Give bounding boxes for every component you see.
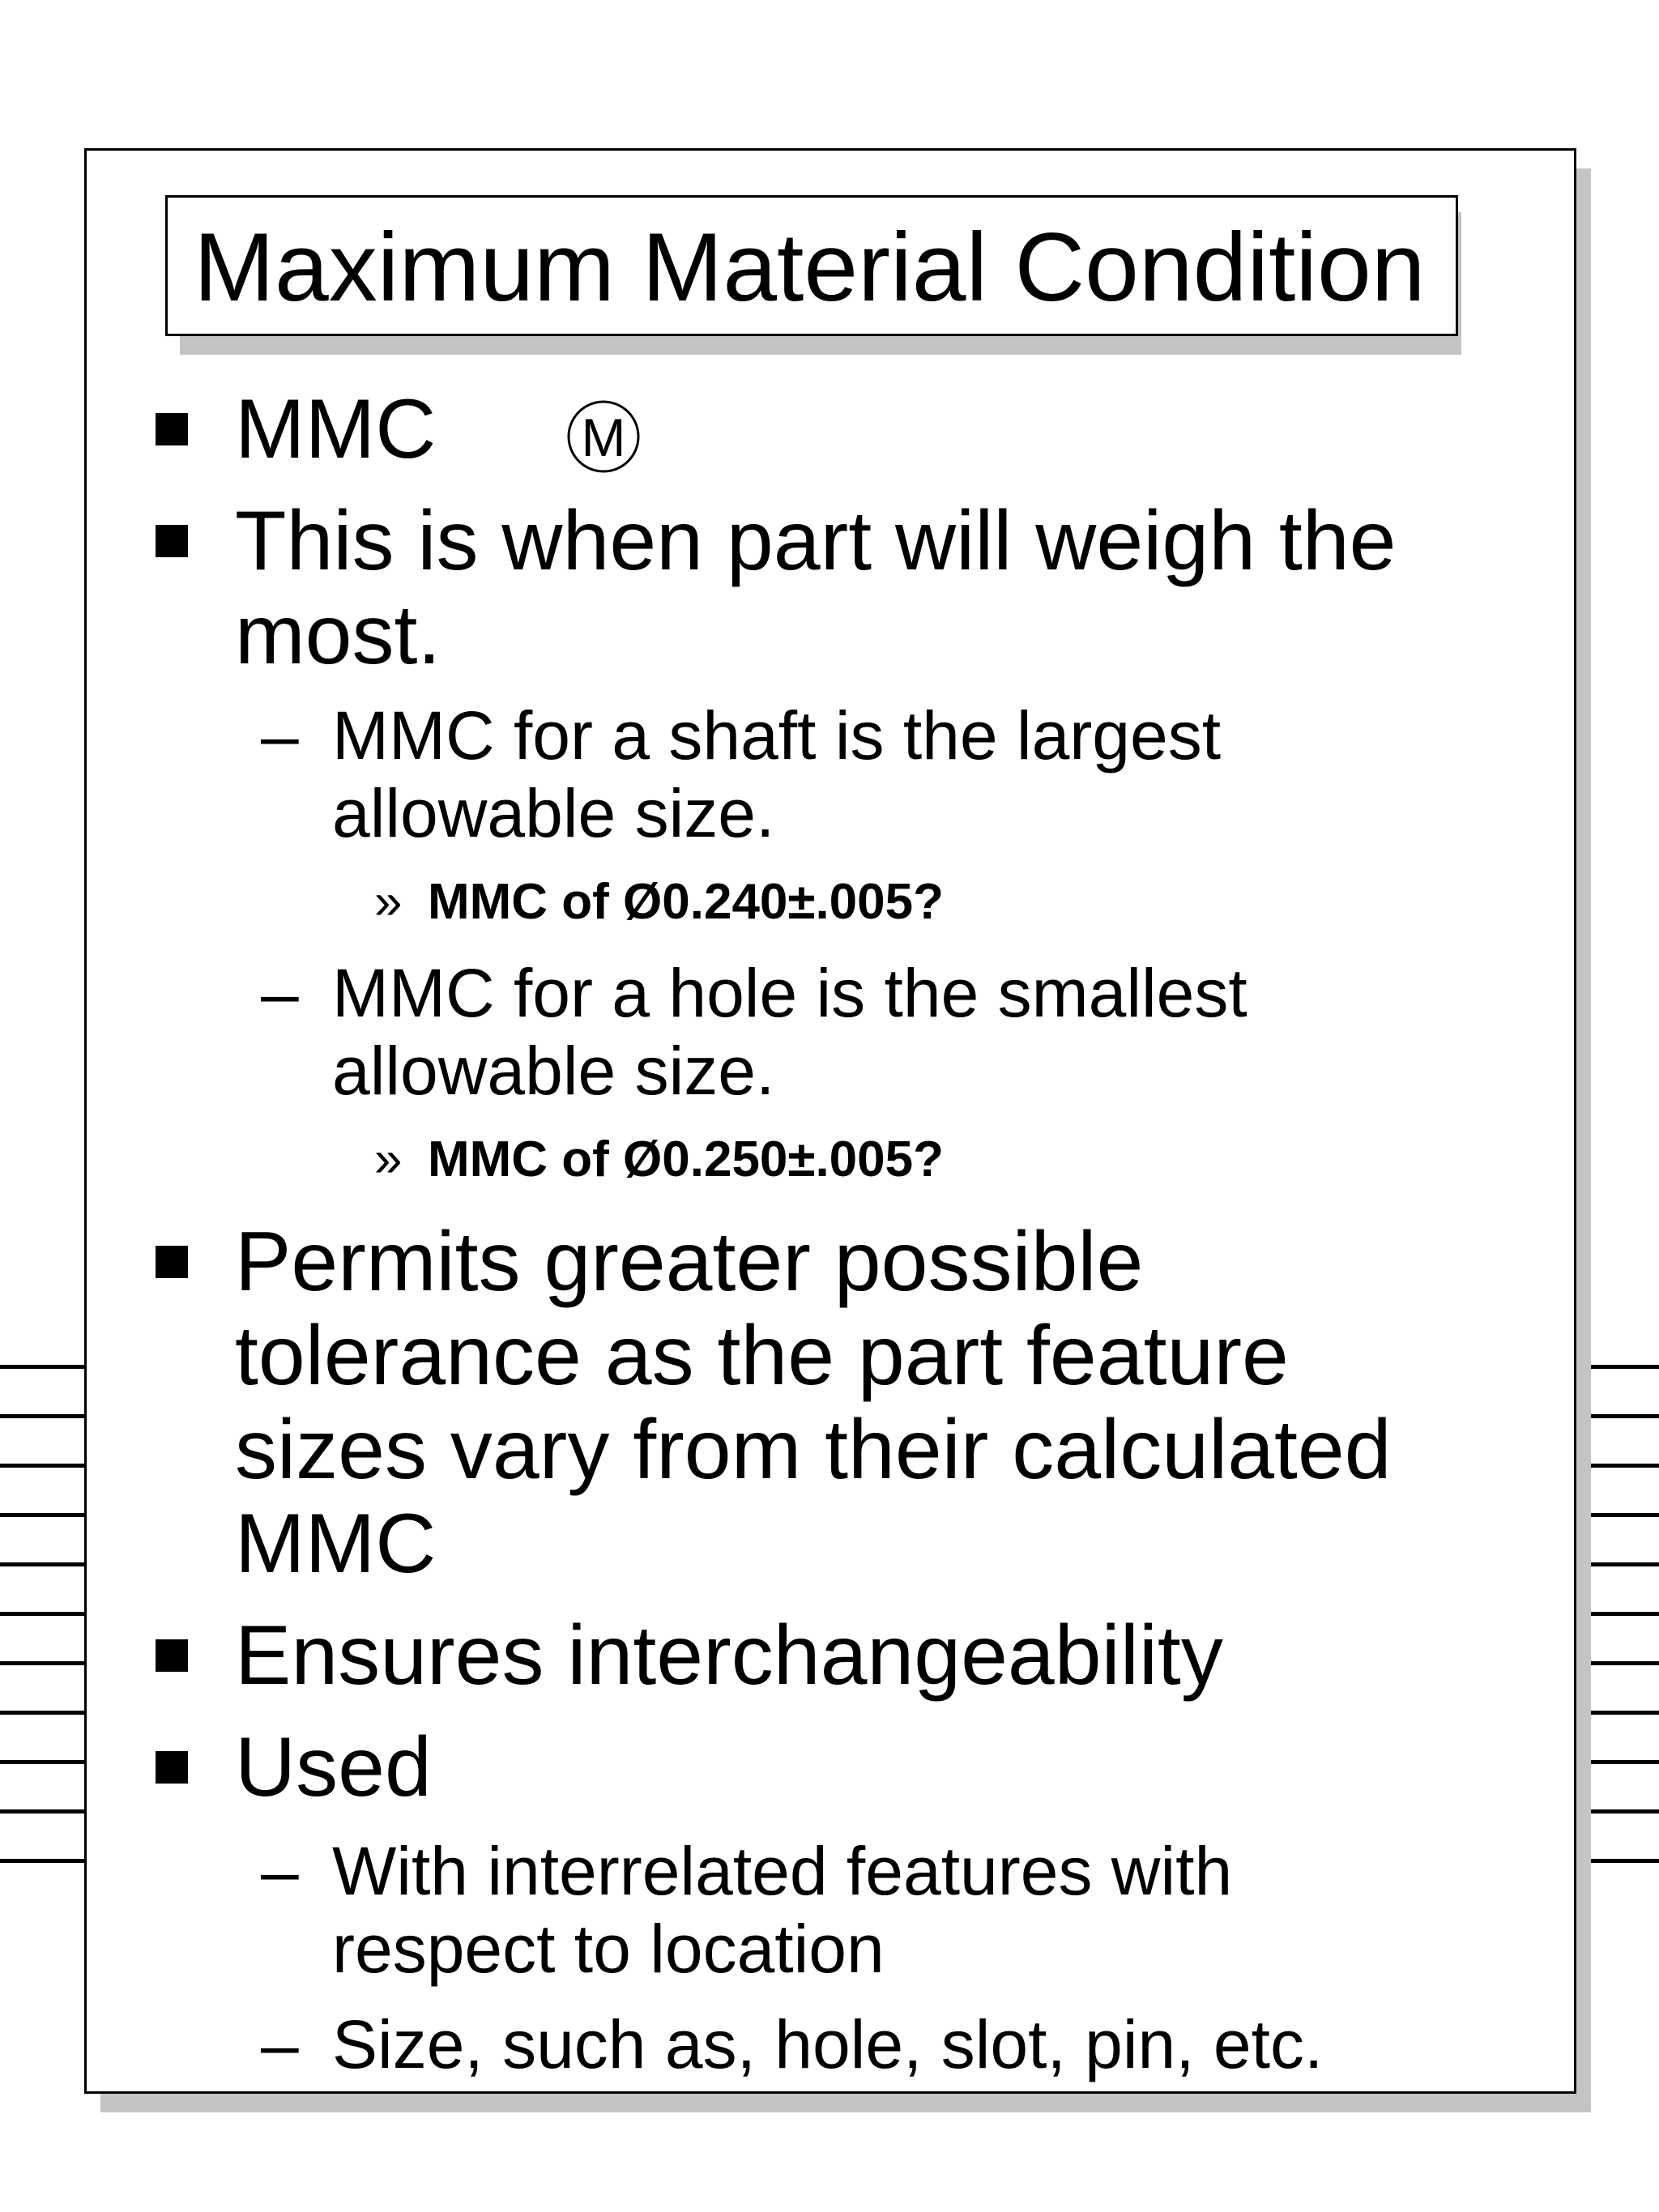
bullet-text: MMC xyxy=(235,1497,437,1591)
left-line xyxy=(0,1464,89,1468)
bullet-text: MMC xyxy=(235,382,437,476)
left-line xyxy=(0,1711,89,1715)
raquo-marker: » xyxy=(374,874,403,930)
left-line xyxy=(0,1562,89,1566)
left-line xyxy=(0,1661,89,1665)
bullet-marker xyxy=(156,525,188,557)
left-line xyxy=(0,1513,89,1517)
sub-bullet-text: Size, such as, hole, slot, pin, etc. xyxy=(332,2006,1324,2082)
bullet-marker xyxy=(156,1246,188,1278)
mmc-symbol-letter: M xyxy=(581,407,626,467)
dash-marker: – xyxy=(261,955,299,1031)
dash-marker: – xyxy=(261,1833,299,1909)
bullet-text: Permits greater possible xyxy=(235,1215,1144,1309)
left-line xyxy=(0,1414,89,1418)
left-decorative-lines xyxy=(0,1365,89,1883)
bullet-text: This is when part will weigh the xyxy=(235,494,1397,588)
dash-marker: – xyxy=(261,697,299,774)
page-title: Maximum Material Condition xyxy=(194,213,1426,322)
sub-bullet-text: MMC for a hole is the smallest xyxy=(332,955,1247,1031)
bullet-marker xyxy=(156,1639,188,1672)
left-line xyxy=(0,1612,89,1616)
left-line xyxy=(0,1760,89,1764)
bullet-text: tolerance as the part feature xyxy=(235,1309,1289,1403)
left-line xyxy=(0,1365,89,1369)
title-box xyxy=(165,195,1458,336)
sub-bullet-text: allowable size. xyxy=(332,775,775,851)
dash-marker: – xyxy=(261,2006,299,2082)
bullet-marker xyxy=(156,413,188,445)
left-line xyxy=(0,1809,89,1813)
bullet-text: sizes vary from their calculated xyxy=(235,1403,1392,1497)
bullet-marker xyxy=(156,1751,188,1784)
raquo-marker: » xyxy=(374,1132,403,1187)
sub-bullet-text: MMC for a shaft is the largest xyxy=(332,697,1222,774)
bullet-text: most. xyxy=(235,588,441,682)
sub-bullet-text: respect to location xyxy=(332,1911,885,1987)
bullet-text: Ensures interchangeability xyxy=(235,1609,1223,1703)
mmc-circled-m-icon xyxy=(565,398,642,475)
left-line xyxy=(0,1859,89,1863)
sub-bullet-text: allowable size. xyxy=(332,1033,775,1109)
sub-sub-bullet-text: MMC of Ø0.240±.005? xyxy=(428,874,944,930)
sub-bullet-text: With interrelated features with xyxy=(332,1833,1233,1909)
sub-sub-bullet-text: MMC of Ø0.250±.005? xyxy=(428,1132,944,1187)
bullet-text: Used xyxy=(235,1720,432,1814)
